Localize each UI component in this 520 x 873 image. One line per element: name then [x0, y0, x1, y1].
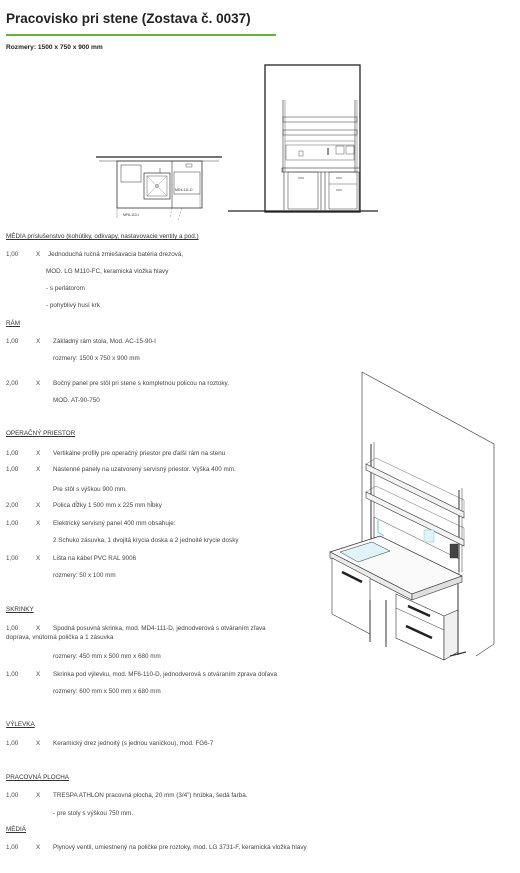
isometric-drawing [326, 372, 506, 667]
item-description-line: Jednoduchá ručná zmiešavacia batéria drezová, [48, 251, 184, 258]
item-quantity: 1,00 [6, 251, 19, 258]
item-x-mark: X [36, 380, 41, 387]
cabinet-label-right: MD4-111-D [175, 188, 193, 192]
section-heading: VÝLEVKA [6, 721, 35, 728]
item-x-mark: X [36, 625, 41, 632]
item-description-line: MOD. LG M110-FC, keramická vložka hlavy [46, 268, 169, 275]
item-quantity: 1,00 [6, 844, 19, 851]
item-quantity: 1,00 [6, 625, 19, 632]
section-heading: OPERAČNÝ PRIESTOR [6, 430, 76, 437]
item-description-line: Vertikálne profily pre operačný priestor pre ďalší rám na stenu [53, 450, 226, 457]
item-description-line: Plynový ventil, umiestnený na poličke pre roztoky, mod. LG 3731-F, keramická vložka hlavy [53, 844, 307, 851]
item-quantity: 1,00 [6, 520, 19, 527]
item-description-line: - pohyblivý husí krk [46, 302, 100, 309]
item-description-line: MOD. AT-90-750 [53, 397, 100, 404]
section-heading: MÉDIA príslušenstvo (kohútiky, odkvapy, nastavovacie ventily a pod.) [6, 233, 199, 240]
item-x-mark: X [36, 555, 41, 562]
section-heading: RÁM [6, 320, 20, 327]
item-quantity: 1,00 [6, 671, 19, 678]
item-x-mark: X [36, 671, 41, 678]
front-elevation-drawing [228, 62, 378, 217]
item-quantity: 1,00 [6, 740, 19, 747]
item-description-line: 2 Schuko zásuvka, 1 dvojitá krycia doska a 2 jednoité krycie dosky [53, 537, 239, 544]
page-title: Pracovisko pri stene (Zostava č. 0037) [6, 11, 251, 26]
item-description-line: Skrinka pod výlevku, mod. MF6-110-D, jednodverová s otváraním zprava doľava [53, 671, 277, 678]
item-quantity: 2,00 [6, 502, 19, 509]
item-description-line: Bočný panel pre stôl pri stene s kompletnou policou na roztoky, [53, 380, 229, 387]
item-description-line: rozmery: 1500 x 750 x 900 mm [53, 355, 140, 362]
item-description-line: Lišta na kábel PVC RAL 9006 [53, 555, 137, 562]
item-quantity: 2,00 [6, 380, 19, 387]
item-description-line: Elektrický servisný panel 400 mm obsahuje: [53, 520, 176, 527]
item-description-line: doprava, vnútorná polička a 1 zásuvka [6, 634, 114, 641]
item-description-line: rozmery: 450 mm x 500 mm x 680 mm [53, 653, 161, 660]
item-description-line: rozmery: 600 mm x 500 mm x 680 mm [53, 688, 161, 695]
item-description-line: - s perlátorom [46, 285, 85, 292]
item-x-mark: X [36, 251, 41, 258]
item-x-mark: X [36, 792, 41, 799]
item-quantity: 1,00 [6, 792, 19, 799]
title-underline [6, 34, 276, 36]
section-heading: SKRINKY [6, 606, 34, 613]
dimensions-text: Rozmery: 1500 x 750 x 900 mm [6, 44, 103, 51]
item-description-line: Polica dĺžky 1 500 mm x 225 mm hĺbky [53, 502, 162, 509]
section-heading: PRACOVNÁ PLOCHA [6, 774, 69, 781]
item-description-line: Keramický drez jednoitý (s jednou vaničkou), mod. FG6-7 [53, 740, 214, 747]
item-quantity: 1,00 [6, 338, 19, 345]
item-x-mark: X [36, 844, 41, 851]
item-x-mark: X [36, 502, 41, 509]
plan-view-drawing [96, 150, 226, 225]
item-quantity: 1,00 [6, 450, 19, 457]
item-description-line: Nástenné panely na uzatvorený servisný priestor. Výška 400 mm. [53, 466, 236, 473]
item-x-mark: X [36, 450, 41, 457]
item-description-line: Základný rám stola, Mod. AC-15-90-I [53, 338, 156, 345]
item-description-line: rozmery: 50 x 100 mm [53, 572, 116, 579]
item-description-line: Pre stôl s výškou 900 mm. [53, 486, 127, 493]
section-heading: MÉDIÁ [6, 826, 26, 833]
item-description-line: - pre stoly s výškou 750 mm. [53, 810, 134, 817]
item-quantity: 1,00 [6, 466, 19, 473]
cabinet-label-left: MF6-110-I [123, 213, 139, 217]
item-x-mark: X [36, 520, 41, 527]
item-description-line: TRESPA ATHLON pracovná plocha, 20 mm (3/4") hrúbka, šedá farba. [53, 792, 248, 799]
item-quantity: 1,00 [6, 555, 19, 562]
item-description-line: Spodná posuvná skrinka, mod. MD4-111-D, jednodverová s otváraním zľava [53, 625, 266, 632]
item-x-mark: X [36, 338, 41, 345]
item-x-mark: X [36, 740, 41, 747]
item-x-mark: X [36, 466, 41, 473]
